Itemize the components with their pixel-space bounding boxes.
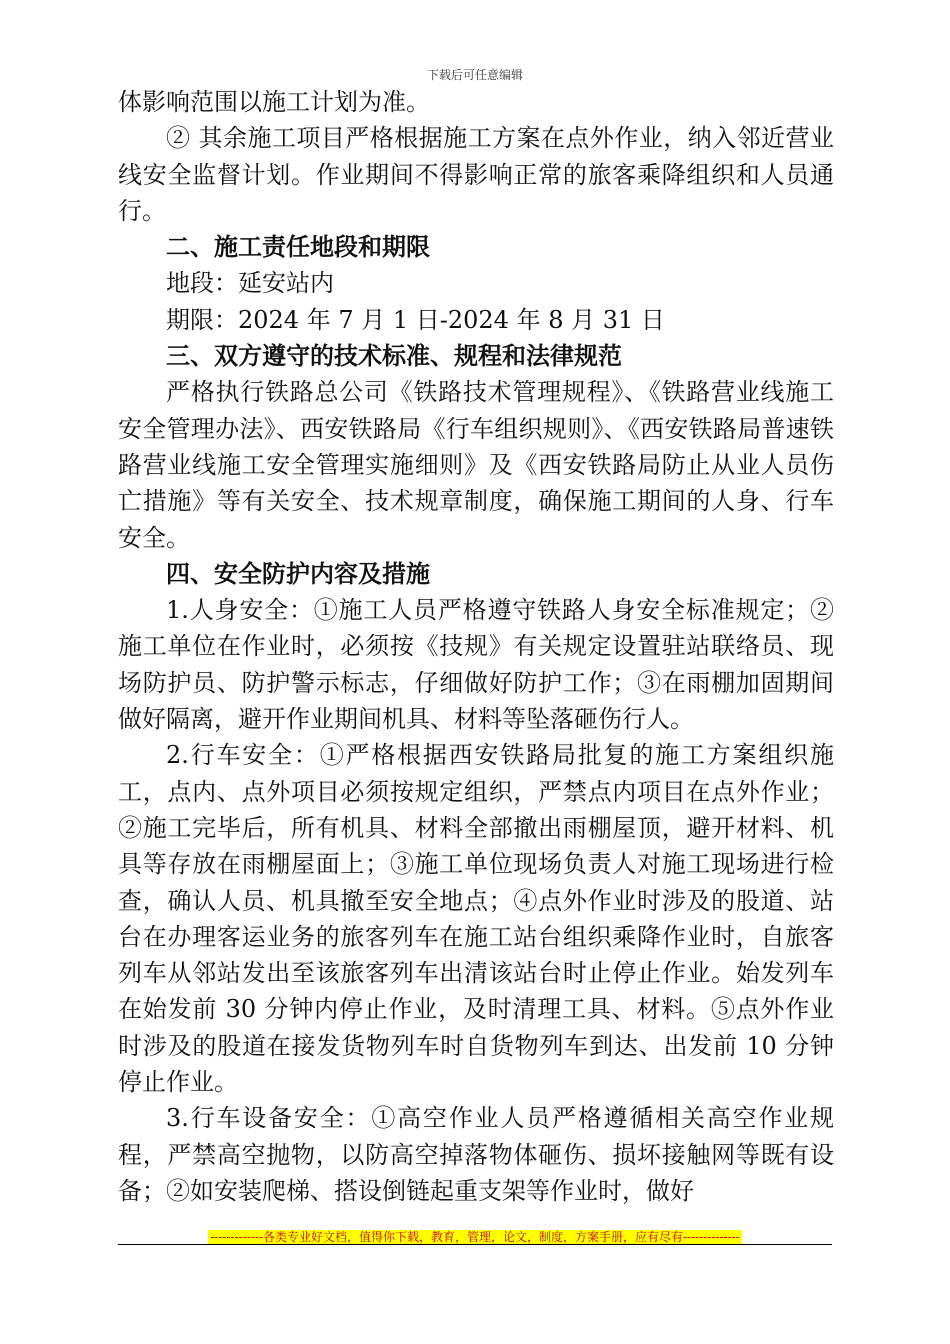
footer-banner (0, 1226, 950, 1242)
section-heading-3: 三、双方遵守的技术标准、规程和法律规范 (166, 341, 622, 371)
paragraph-2: ② 其余施工项目严格根据施工方案在点外作业，纳入邻近营业线安全监督计划。作业期间不得影响正常的旅客乘降组织和人员通行。 (118, 124, 834, 225)
paragraph-equipment-safety: 3.行车设备安全：①高空作业人员严格遵循相关高空作业规程，严禁高空抛物，以防高空掉落物体砸伤、损坏接触网等既有设备；②如安装爬梯、搭设倒链起重支架等作业时，做好 (118, 1104, 834, 1205)
paragraph-period: 期限：2024 年 7 月 1 日-2024 年 8 月 31 日 (166, 305, 665, 334)
paragraph-personal-safety: 1.人身安全：①施工人员严格遵守铁路人身安全标准规定；②施工单位在作业时，必须按《技规》有关规定设置驻站联络员、现场防护员、防护警示标志，仔细做好防护工作；③在雨棚加固期间做好隔离，避开作业期间机具、材料等坠落砸伤行人。 (118, 596, 834, 734)
paragraph-standards: 严格执行铁路总公司《铁路技术管理规程》、《铁路营业线施工安全管理办法》、西安铁路局《行车组织规则》、《西安铁路局普速铁路营业线施工安全管理实施细则》及《西安铁路局防止从业人员伤亡措施》等有关安全、技术规章制度，确保施工期间的人身、行车安全。 (118, 378, 834, 552)
paragraph-1: 体影响范围以施工计划为准。 (118, 88, 430, 116)
section-heading-2: 二、施工责任地段和期限 (166, 232, 430, 262)
section-heading-4: 四、安全防护内容及措施 (166, 558, 430, 588)
footer-banner-text: -------------各类专业好文档，值得你下载，教育，管理，论文，制度，方案手册，应有尽有-------------- (210, 1230, 740, 1244)
footer-divider (118, 1244, 832, 1245)
document-body (118, 84, 834, 1209)
paragraph-traffic-safety: 2.行车安全：①严格根据西安铁路局批复的施工方案组织施工，点内、点外项目必须按规定组织，严禁点内项目在点外作业；②施工完毕后，所有机具、材料全部撤出雨棚屋顶，避开材料、机具等存放在雨棚屋面上；③施工单位现场负责人对施工现场进行检查，确认人员、机具撤至安全地点；④点外作业时涉及的股道、站台在办理客运业务的旅客列车在施工站台组织乘降作业时，自旅客列车从邻站发出至该旅客列车出清该站台时止停止作业。始发列车在始发前 30 分钟内停止作业，及时清理工具、材料。⑤点外作业时涉及的股道在接发货物列车时自货物列车到达、出发前 10 分钟停止作业。 (118, 741, 834, 1097)
page-header: 下载后可任意编辑 (426, 68, 523, 82)
paragraph-location: 地段：延安站内 (166, 269, 334, 298)
